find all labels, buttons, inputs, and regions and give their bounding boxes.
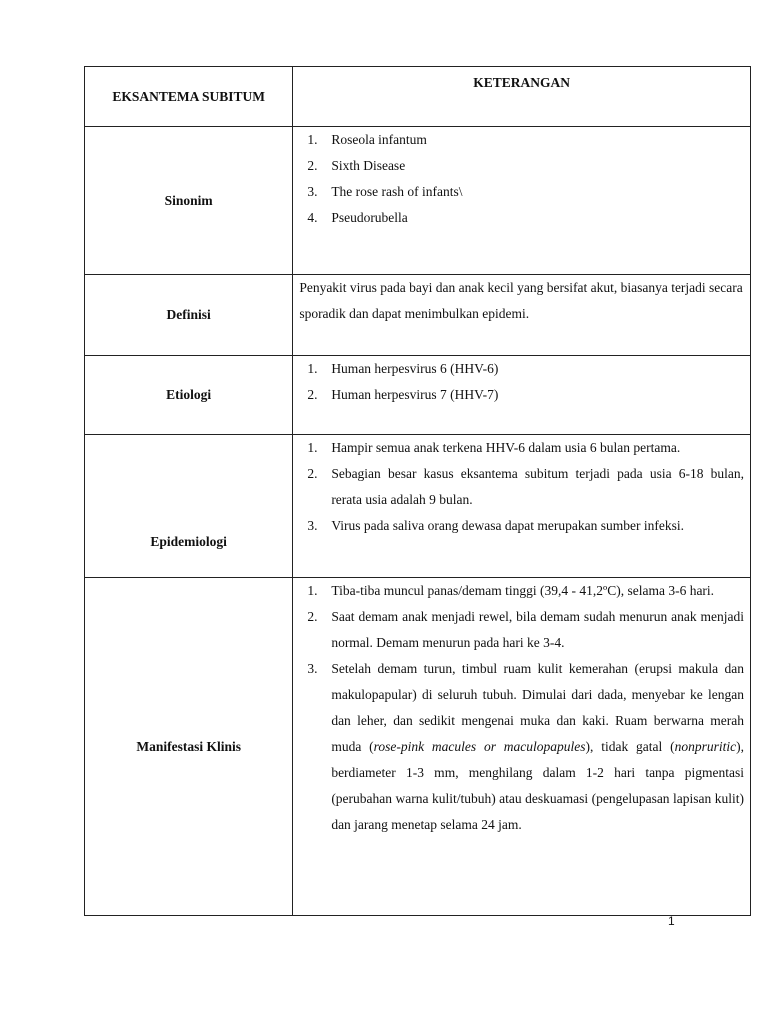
header-left-cell <box>85 67 293 127</box>
list-item: 2. Sixth Disease <box>307 158 406 173</box>
list-item: 2. Human herpesvirus 7 (HHV-7) <box>307 387 499 402</box>
list-item: 1. Roseola infantum <box>307 132 427 147</box>
epidemiologi-list <box>293 435 750 539</box>
list-item: 1. Tiba-tiba muncul panas/demam tinggi (39,4 - 41,2ºC), selama 3-6 hari. <box>307 583 715 598</box>
row-label-epidemiologi: Epidemiologi <box>150 534 227 549</box>
header-right-cell <box>293 67 751 127</box>
row-content-cell <box>293 578 751 916</box>
table-row-definisi <box>85 275 751 356</box>
definisi-text: Penyakit virus pada bayi dan anak kecil yang bersifat akut, biasanya terjadi secara sporadik dan dapat menimbulkan epidemi. <box>299 280 743 321</box>
row-label-cell <box>85 578 293 916</box>
list-item: 3. Virus pada saliva orang dewasa dapat merupakan sumber infeksi. <box>307 518 685 533</box>
row-label-manifestasi: Manifestasi Klinis <box>136 738 241 754</box>
sinonim-list <box>293 127 750 231</box>
list-item: 1. Hampir semua anak terkena HHV-6 dalam usia 6 bulan pertama. <box>307 440 681 455</box>
list-item: 2. Sebagian besar kasus eksantema subitum terjadi pada usia 6-18 bulan, rerata usia adalah 9 bulan. <box>307 466 744 507</box>
row-label-cell <box>85 275 293 356</box>
row-content-cell <box>293 356 751 435</box>
row-label-etiologi: Etiologi <box>166 387 212 402</box>
row-content-cell <box>293 275 751 356</box>
table-row-sinonim <box>85 127 751 275</box>
list-item: 1. Human herpesvirus 6 (HHV-6) <box>307 361 499 376</box>
header-title: EKSANTEMA SUBITUM <box>112 88 265 104</box>
header-keterangan: KETERANGAN <box>473 75 571 90</box>
row-content-cell <box>293 127 751 275</box>
list-item: 2. Saat demam anak menjadi rewel, bila demam sudah menurun anak menjadi normal. Demam menurun pada hari ke 3-4. <box>307 609 744 650</box>
row-label-cell <box>85 356 293 435</box>
table-header-row <box>85 67 751 127</box>
table-row-manifestasi <box>85 578 751 916</box>
row-label-cell <box>85 435 293 578</box>
etiologi-list <box>293 356 750 408</box>
row-label-sinonim: Sinonim <box>164 192 213 208</box>
row-label-definisi: Definisi <box>166 307 211 322</box>
row-content-cell <box>293 435 751 578</box>
page-number: 1 <box>668 914 675 928</box>
manifestasi-list <box>293 578 750 838</box>
eksantema-table <box>84 66 751 916</box>
table-row-etiologi <box>85 356 751 435</box>
list-item: 4. Pseudorubella <box>307 210 408 225</box>
table-row-epidemiologi <box>85 435 751 578</box>
list-item: 3. Setelah demam turun, timbul ruam kulit kemerahan (erupsi makula dan makulopapular) di seluruh tubuh. Dimulai dari dada, menyebar ke lengan dan leher, dan sedikit mengenai muka dan kaki. Ruam berwarna merah muda (rose-pink macules or maculopapules), tidak gatal (nonpruritic), berdiameter 1-3 mm, menghilang dalam 1-2 hari tanpa pigmentasi (perubahan warna kulit/tubuh) atau deskuamasi (pengelupasan lapisan kulit) dan jarang menetap selama 24 jam. <box>307 661 744 832</box>
row-label-cell <box>85 127 293 275</box>
list-item: 3. The rose rash of infants\ <box>307 184 463 199</box>
